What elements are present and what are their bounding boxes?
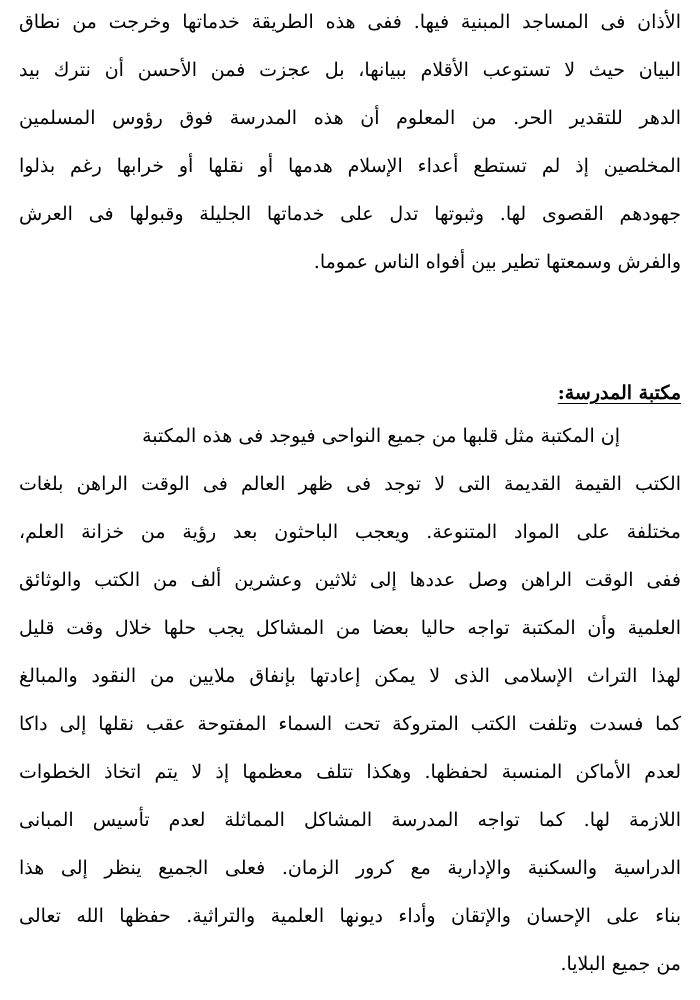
- paragraph-2-line-12: من جميع البلايا.: [560, 953, 681, 975]
- paragraph-2-line-7: كما فسدت وتلفت الكتب المتروكة تحت السماء المفتوحة عقب نقلها إلى داكا: [19, 713, 681, 735]
- paragraph-1-line-3: الدهر للتقدير الحر. من المعلوم أن هذه المدرسة فوق رؤوس المسلمين: [19, 107, 681, 129]
- paragraph-1-line-6: والفرش وسمعتها تطير بين أفواه الناس عموما.: [313, 251, 681, 273]
- section-heading: مكتبة المدرسة:: [557, 382, 681, 404]
- paragraph-1-line-1: الأذان فى المساجد المبنية فيها. ففى هذه الطريقة خدماتها وخرجت من نطاق: [19, 11, 681, 33]
- paragraph-1-line-4: المخلصين إذ لم تستطع أعداء الإسلام هدمها أو نقلها أو خرابها رغم بذلوا: [19, 155, 681, 177]
- paragraph-2-line-1: إن المكتبة مثل قلبها من جميع النواحى فيوجد فى هذه المكتبة: [142, 425, 620, 447]
- paragraph-2-line-5: العلمية وأن المكتبة تواجه حاليا بعضا من المشاكل يجب حلها خلال وقت قليل: [19, 617, 681, 639]
- paragraph-2-line-8: لعدم الأماكن المنسبة لحفظها. وهكذا تتلف معظمها إذ لا يتم اتخاذ الخطوات: [19, 761, 681, 783]
- paragraph-2-line-4: ففى الوقت الراهن وصل عددها إلى ثلاثين وعشرين ألف من الكتب والوثائق: [19, 569, 681, 591]
- paragraph-2-line-9: اللازمة لها. كما تواجه المدرسة المشاكل المماثلة لعدم تأسيس المبانى: [19, 809, 681, 831]
- paragraph-2-line-10: الدراسية والسكنية والإدارية مع كرور الزمان. فعلى الجميع ينظر إلى هذا: [19, 857, 681, 879]
- paragraph-2-line-11: بناء على الإحسان والإتقان وأداء ديونها العلمية والتراثية. حفظها الله تعالى: [19, 905, 681, 927]
- paragraph-2-line-6: لهذا التراث الإسلامى الذى لا يمكن إعادتها بإنفاق ملايين من النقود والمبالغ: [19, 665, 681, 687]
- paragraph-2-line-3: مختلفة على المواد المتنوعة. ويعجب الباحثون بعد رؤية من خزانة العلم،: [19, 521, 681, 543]
- paragraph-1-line-5: جهودهم القصوى لها. وثبوتها تدل على خدماتها الجليلة وقبولها فى العرش: [19, 203, 681, 225]
- paragraph-1-line-2: البيان حيث لا تستوعب الأقلام ببيانها، بل عجزت فمن الأحسن أن نترك بيد: [19, 59, 681, 81]
- paragraph-2-line-2: الكتب القيمة القديمة التى لا توجد فى ظهر العالم فى الوقت الراهن بلغات: [19, 473, 681, 495]
